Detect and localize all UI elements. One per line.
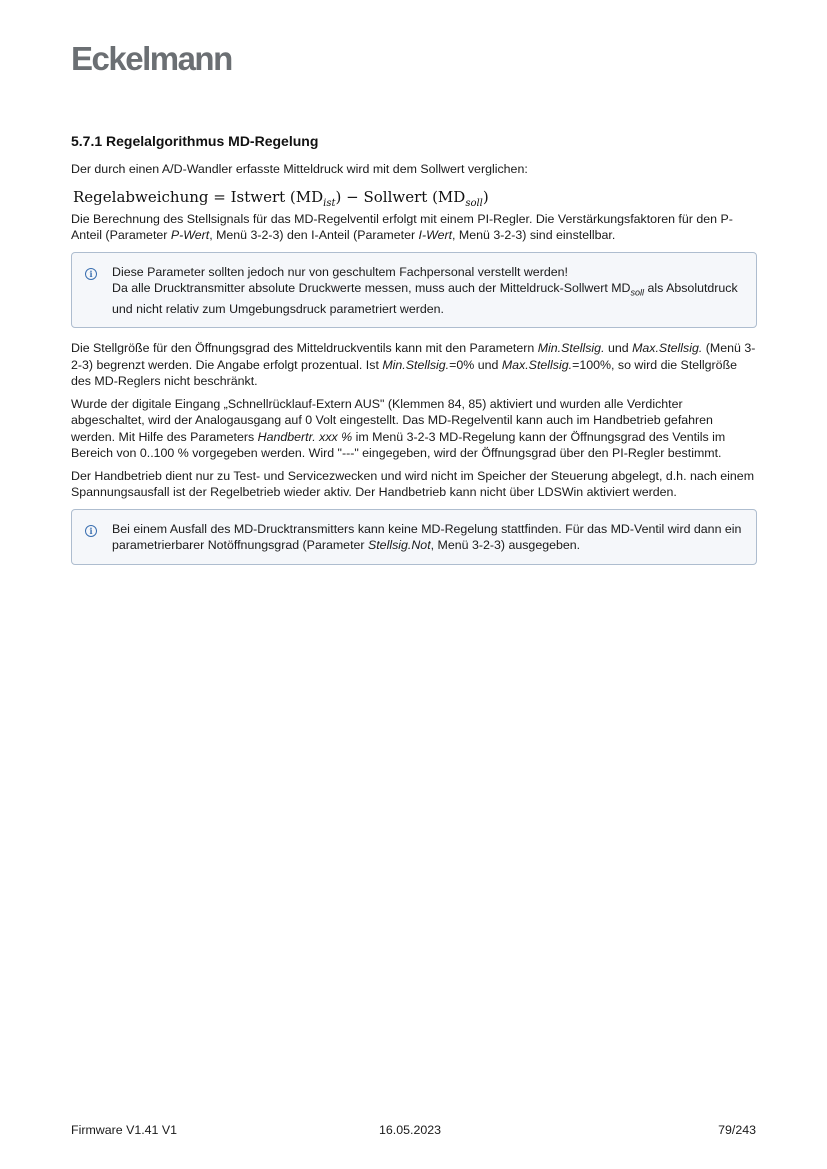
digital-input-paragraph: Wurde der digitale Eingang „Schnellrücklauf-Extern AUS" (Klemmen 84, 85) aktiviert und wurden alle Verdichter abgeschaltet, wird der Analogausgang auf 0 Volt eingestellt. Das MD-Regelventil kann auch im Handbetrieb gefahren werden. Mit Hilfe des Parameters Handbertr. xxx % im Menü 3-2-3 MD-Regelung kann der Öffnungsgrad des Ventils im Bereich von 0..100 % vorgegeben werden. Wird "---" eingegeben, wird der Öffnungsgrad über den PI-Regler bestimmt. [71,396,726,461]
info-note-transmitter-failure [71,509,757,565]
footer-date: 16.05.2023 [379,1123,442,1137]
note2-text: Bei einem Ausfall des MD-Drucktransmitters kann keine MD-Regelung stattfinden. Für das MD-Ventil wird dann ein parametrierbarer Notöffnungsgrad (Parameter Stellsig.Not, Menü 3-2-3) ausgegeben. [112,521,742,553]
footer-firmware: Firmware V1.41 V1 [71,1123,178,1137]
stellgroesse-paragraph: Die Stellgröße für den Öffnungsgrad des Mitteldruckventils kann mit den Parametern Min.Stellsig. und Max.Stellsig. (Menü 3-2-3) begrenzt werden. Die Angabe erfolgt prozentual. Ist Min.Stellsig.=0% und Max.Stellsig.=100%, so wird die Stellgröße des MD-Reglers nicht beschränkt. [71,341,756,389]
info-circle-icon: i [85,525,97,537]
info-circle-icon: i [85,268,97,280]
formula: Regelabweichung = Istwert $(MD_{ist})$ − Sollwert $(MD_{soll})$ [73,187,489,209]
company-logo: Eckelmann [71,40,232,77]
section-title: 5.7.1 Regelalgorithmus MD-Regelung [71,133,319,149]
main-content [71,133,757,577]
info-note-parameters [71,252,757,329]
pi-controller-paragraph: Die Berechnung des Stellsignals für das MD-Regelventil erfolgt mit einem PI-Regler. Die Verstärkungsfaktoren für den P-Anteil (Parameter P-Wert, Menü 3-2-3) den I-Anteil (Parameter I-Wert, Menü 3-2-3) sind einstellbar. [71,211,733,242]
intro-paragraph: Der durch einen A/D-Wandler erfasste Mitteldruck wird mit dem Sollwert verglichen: [71,162,528,176]
note-line-2: Da alle Drucktransmitter absolute Druckwerte messen, muss auch der Mitteldruck-Sollwert $MD_{soll}$ als Absolutdruck und nicht relativ zum Umgebungsdruck parametriert werden. [112,281,738,316]
handbetrieb-paragraph: Der Handbetrieb dient nur zu Test- und Servicezwecken und wird nicht im Speicher der Steuerung abgelegt, d.h. nach einem Spannungsausfall ist der Regelbetrieb wieder aktiv. Der Handbetrieb kann nicht über LDSWin aktiviert werden. [71,468,755,500]
footer-page-number: 79/243 [718,1123,756,1137]
note-line-1: Diese Parameter sollten jedoch nur von geschultem Fachpersonal verstellt werden! [112,264,568,279]
